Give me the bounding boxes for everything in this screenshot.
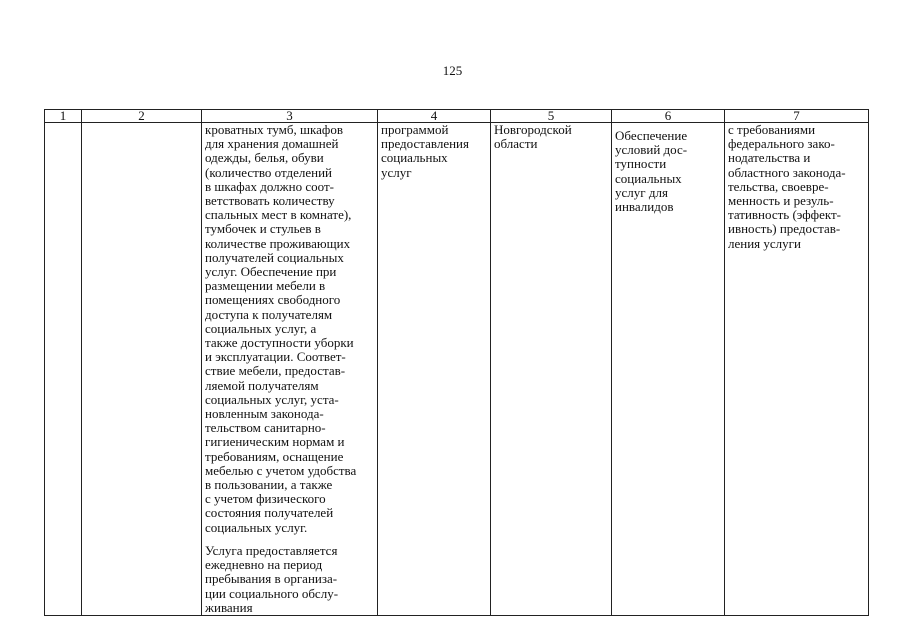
- service-frequency: Услуга предоставляется ежедневно на период пребывания в организа- ции социального обслу- живания: [205, 542, 339, 615]
- cell-col5-text: Новгородской области: [494, 122, 572, 152]
- page-number: 125: [442, 63, 463, 78]
- cell-col6: [612, 123, 725, 616]
- table-row: [45, 123, 869, 616]
- table-header-row: [45, 110, 869, 123]
- cell-col7: [725, 123, 869, 616]
- column-header-3: 3: [202, 110, 378, 123]
- cell-col4-text: программой предоставления социальных услуг: [381, 122, 469, 180]
- column-header-1: 1: [45, 110, 82, 123]
- cell-col3: [202, 123, 378, 616]
- column-header-2: 2: [82, 110, 202, 123]
- column-header-7: 7: [725, 110, 869, 123]
- cell-col2: [82, 123, 202, 616]
- column-header-6: 6: [612, 110, 725, 123]
- service-description: кроватных тумб, шкафов для хранения домашней одежды, белья, обуви (количество отделений в шкафах должно соот- ветствовать количеству спальных мест в комнате), тумбочек и стульев в количестве проживающих получателей социальных услуг. Обеспечение при размещении мебели в помещениях свободного доступа к получателям социальных услуг, а также доступности уборки и эксплуатации. Соответ- ствие мебели, предостав- ляемой получателям социальных услуг, уста- новленным законода- тельством санитарно- гигиеническим нормам и требованиям, оснащение мебелью с учетом удобства в пользовании, а также с учетом физического состояния получателей социальных услуг.: [205, 122, 357, 535]
- cell-col4: [378, 123, 491, 616]
- services-table: [44, 109, 869, 616]
- cell-col7-text: с требованиями федерального зако- нодательства и областного законода- тельства, своевре- менность и резуль- тативность (эффект- ивность) предостав- ления услуги: [728, 122, 846, 251]
- column-header-5: 5: [491, 110, 612, 123]
- cell-col1: [45, 123, 82, 616]
- cell-col6-text: Обеспечение условий дос- тупности социальных услуг для инвалидов: [615, 128, 688, 215]
- cell-col5: [491, 123, 612, 616]
- column-header-4: 4: [378, 110, 491, 123]
